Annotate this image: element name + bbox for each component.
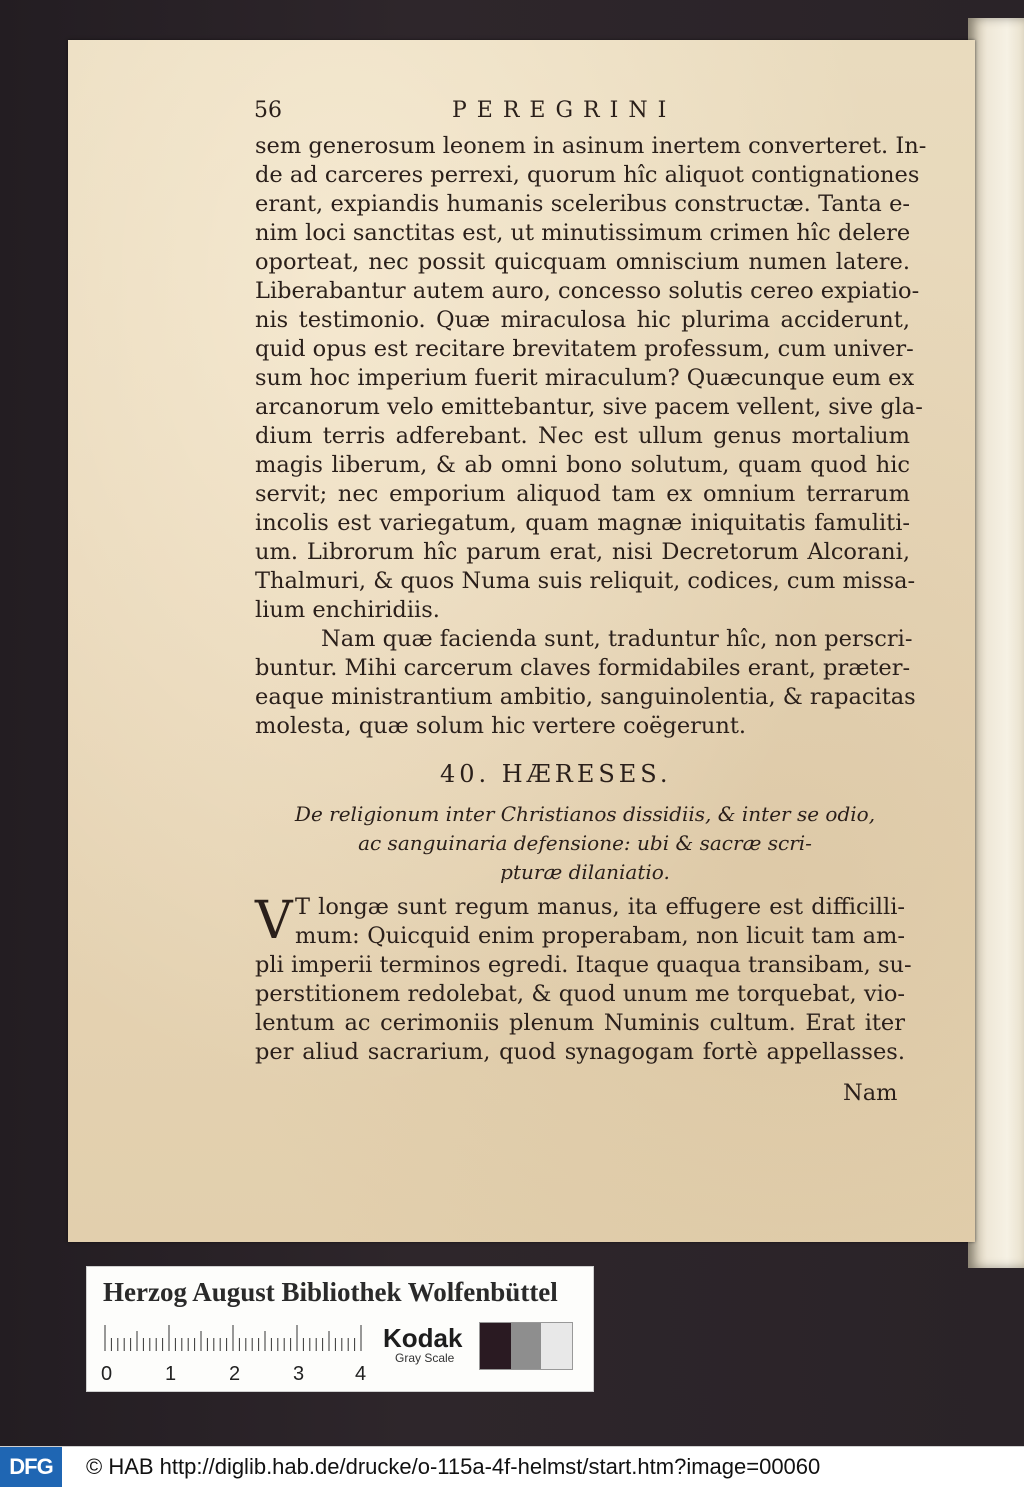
gray-swatch-dark: [480, 1323, 511, 1369]
text-line: Thalmuri, & quos Numa suis reliquit, codices, cum missa-: [255, 568, 916, 594]
ruler-number: 2: [229, 1363, 241, 1385]
chapter-heading: 40. HÆRESES.: [440, 760, 672, 788]
kodak-subtitle: Gray Scale: [395, 1351, 455, 1365]
text-line: perstitionem redolebat, & quod unum me torquebat, vio-: [255, 981, 905, 1007]
chapter-text: [255, 891, 912, 1067]
summary-line: pturæ dilaniatio.: [500, 860, 670, 884]
text-line: lentum ac cerimoniis plenum Numinis cultum. Erat iter: [255, 1010, 905, 1036]
running-title: PEREGRINI: [452, 98, 677, 123]
text-line: pli imperii terminos egredi. Itaque quaqua transibam, su-: [255, 952, 912, 978]
text-line: lium enchiridiis.: [255, 597, 440, 623]
kodak-logo: Kodak: [383, 1323, 463, 1353]
text-line: oporteat, nec possit quicquam omniscium numen latere.: [255, 249, 910, 275]
ruler-number: 0: [101, 1363, 113, 1385]
catchword: Nam: [843, 1080, 898, 1106]
text-line: quid opus est recitare brevitatem professum, cum univer-: [255, 336, 914, 362]
text-line: Nam quæ facienda sunt, traduntur hîc, non perscri-: [321, 626, 913, 652]
text-line: sem generosum leonem in asinum inertem converteret. In-: [255, 133, 927, 159]
library-name: Herzog August Bibliothek Wolfenbüttel: [103, 1277, 558, 1307]
text-line: dium terris adferebant. Nec est ullum genus mortalium: [255, 423, 910, 449]
text-line: de ad carceres perrexi, quorum hîc aliquot contignationes: [255, 162, 920, 188]
text-line: eaque ministrantium ambitio, sanguinolentia, & rapacitas: [255, 684, 916, 710]
dfg-logo: DFG: [0, 1447, 62, 1487]
text-line: per aliud sacrarium, quod synagogam fortè appellasses.: [255, 1039, 905, 1065]
summary-line: ac sanguinaria defensione: ubi & sacræ scri-: [358, 831, 812, 855]
body-text: [255, 132, 927, 741]
text-line: erant, expiandis humanis sceleribus constructæ. Tanta e-: [255, 191, 910, 217]
gray-scale-swatches: [479, 1322, 573, 1370]
footer-bar: [0, 1446, 1024, 1487]
text-line: arcanorum velo emittebantur, sive pacem vellent, sive gla-: [255, 394, 923, 420]
ruler-numbers: [97, 1363, 367, 1385]
ruler-number: 4: [355, 1363, 367, 1385]
scale-ruler: [103, 1325, 363, 1351]
text-line: buntur. Mihi carcerum claves formidabiles erant, præter-: [255, 655, 911, 681]
library-label: [86, 1266, 594, 1392]
text-line: Liberabantur autem auro, concesso solutis cereo expiatio-: [255, 278, 920, 304]
text-line: sum hoc imperium fuerit miraculum? Quæcunque eum ex: [255, 365, 915, 391]
text-line: um. Librorum hîc parum erat, nisi Decretorum Alcorani,: [255, 539, 910, 565]
text-line: molesta, quæ solum hic vertere coëgerunt.: [255, 713, 747, 739]
chapter-summary: [280, 800, 890, 887]
drop-capital: V: [255, 891, 293, 951]
text-line: magis liberum, & ab omni bono solutum, quam quod hic: [255, 452, 910, 478]
ruler-number: 1: [165, 1363, 177, 1385]
next-page-edge: [968, 18, 1024, 1268]
text-line: nis testimonio. Quæ miraculosa hic plurima acciderunt,: [255, 307, 910, 333]
text-line: mum: Quicquid enim properabam, non licuit tam am-: [295, 923, 905, 949]
summary-line: De religionum inter Christianos dissidiis, & inter se odio,: [294, 802, 876, 826]
running-head: [190, 98, 902, 130]
footer-credit: © HAB http://diglib.hab.de/drucke/o-115a-4f-helmst/start.htm?image=00060: [86, 1454, 821, 1479]
ruler-number: 3: [293, 1363, 305, 1385]
text-line: servit; nec emporium aliquod tam ex omnium terrarum: [255, 481, 910, 507]
text-line: T longæ sunt regum manus, ita effugere est difficilli-: [295, 894, 905, 920]
gray-swatch-mid: [511, 1323, 542, 1369]
text-line: incolis est variegatum, quam magnæ iniquitatis famuliti-: [255, 510, 910, 536]
gray-swatch-light: [541, 1323, 572, 1369]
page-number: 56: [254, 98, 282, 123]
text-line: nim loci sanctitas est, ut minutissimum crimen hîc delere: [255, 220, 911, 246]
